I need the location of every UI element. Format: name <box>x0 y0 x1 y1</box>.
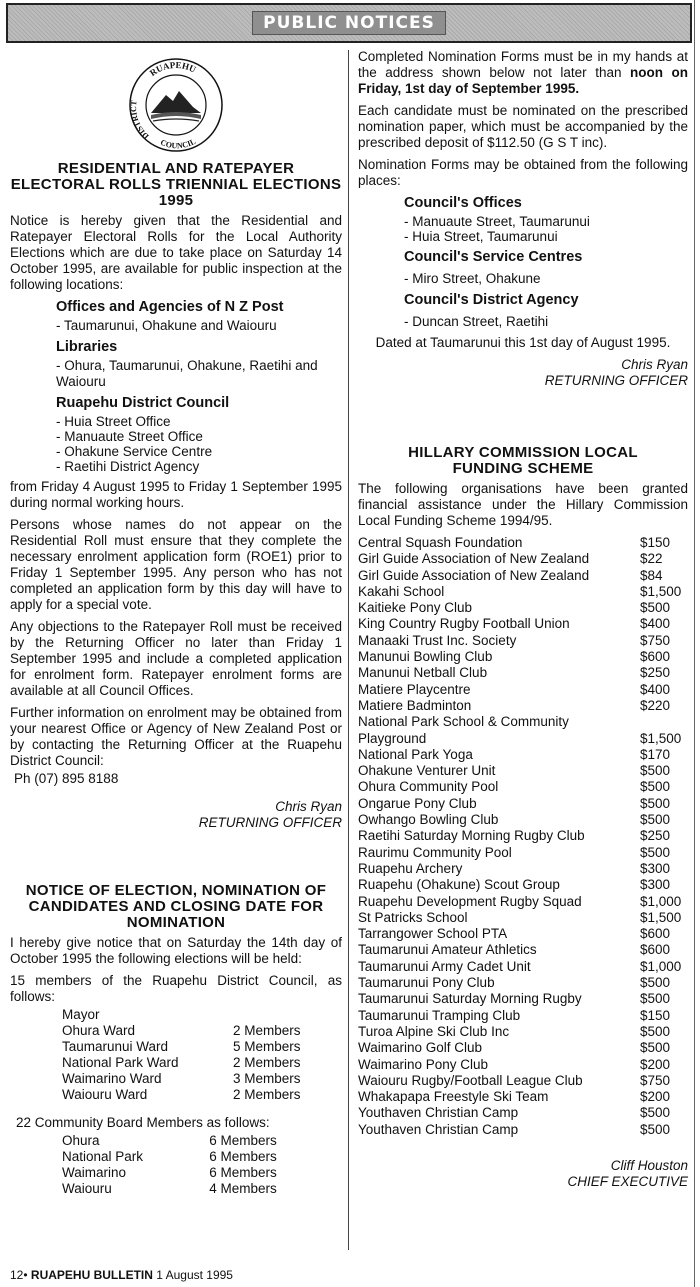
grant-amount: $200 <box>640 1056 671 1072</box>
organisation-name: Matiere Badminton <box>358 697 472 713</box>
ward-members <box>233 1007 332 1023</box>
grant-amount: $1,000 <box>640 958 682 974</box>
logo-text-left: DISTRICT <box>128 99 151 141</box>
grant-amount: $500 <box>640 975 671 991</box>
grant-amount: $500 <box>640 763 671 779</box>
organisation-name: Taumarunui Amateur Athletics <box>358 942 537 958</box>
grant-amount: $250 <box>640 828 671 844</box>
table-row <box>62 1181 332 1197</box>
grant-amount: $500 <box>640 795 671 811</box>
grant-amount: $150 <box>640 1007 671 1023</box>
table-row <box>358 1057 688 1073</box>
table-row <box>358 1073 688 1089</box>
ward-name: Waiouru Ward <box>62 1087 148 1102</box>
ward-members: 5 Members <box>232 1039 301 1054</box>
signature-name: Chris Ryan <box>275 799 342 814</box>
ward-members: 3 Members <box>232 1071 301 1086</box>
grant-amount: $500 <box>640 1121 671 1137</box>
phone-number: Ph (07) 895 8188 <box>14 771 119 786</box>
table-row <box>62 1071 332 1087</box>
hillary-title: HILLARY COMMISSION LOCAL FUNDING SCHEME <box>408 444 638 477</box>
table-row <box>358 698 688 714</box>
organisation-name: Taumarunui Pony Club <box>358 975 495 991</box>
grant-amount: $500 <box>640 1105 671 1121</box>
table-row <box>358 1105 688 1121</box>
notice1-intro: Notice is hereby given that the Residential and Ratepayer Electoral Rolls for the Local Authority Elections which are due to take place on Saturday 14 October 1995, are available for public inspection at the following locations: <box>10 213 342 292</box>
ward-members: 2 Members <box>232 1087 301 1102</box>
table-row <box>358 959 688 975</box>
page-number: 12 <box>10 1268 24 1282</box>
table-row <box>358 910 688 926</box>
table-row <box>358 877 688 893</box>
logo-text-top: RUAPEHU <box>147 59 198 79</box>
organisation-name: Youthaven Christian Camp <box>358 1105 519 1121</box>
banner-title: PUBLIC NOTICES <box>252 11 446 35</box>
ward-name: Ohura Ward <box>62 1023 136 1038</box>
organisation-name: Central Squash Foundation <box>358 535 523 550</box>
signature-name: Cliff Houston <box>610 1157 688 1173</box>
notice1-persons: Persons whose names do not appear on the Residential Roll must ensure that they complete the necessary enrolment application form (ROE1) prior to Friday 1 September 1995. Any person who has not completed an application form by this day will have to apply for a special vote. <box>10 517 342 612</box>
grant-amount: $1,500 <box>640 909 682 925</box>
board-name: Waiouru <box>62 1181 112 1196</box>
table-row <box>358 861 688 877</box>
organisation-name: Manunui Bowling Club <box>358 649 493 665</box>
community-board-intro: 22 Community Board Members as follows: <box>16 1115 270 1130</box>
grant-amount: $600 <box>640 942 671 958</box>
right-column <box>358 5 688 1190</box>
table-row <box>358 649 688 665</box>
table-row <box>358 894 688 910</box>
table-row <box>62 1133 332 1149</box>
table-row <box>358 975 688 991</box>
grant-amount: $750 <box>640 1072 671 1088</box>
organisation-name: Raurimu Community Pool <box>358 844 512 860</box>
organisation-name: King Country Rugby Football Union <box>358 616 570 632</box>
organisation-name: Raetihi Saturday Morning Rugby Club <box>358 828 585 844</box>
table-row <box>358 845 688 861</box>
organisation-name: Whakapapa Freestyle Ski Team <box>358 1089 549 1105</box>
location-heading: Libraries <box>56 339 118 355</box>
organisation-name: Taumarunui Army Cadet Unit <box>358 958 531 974</box>
nomination-deadline-text <box>358 49 688 97</box>
table-row <box>358 1122 688 1138</box>
location-text: - Ohura, Taumarunui, Ohakune, Raetihi and Waiouru <box>56 358 318 389</box>
organisation-name: Kaitieke Pony Club <box>358 600 473 616</box>
ward-members: 2 Members <box>232 1055 301 1070</box>
organisation-name: Manunui Netball Club <box>358 665 488 681</box>
organisation-name: St Patricks School <box>358 909 468 925</box>
bullet-icon: • <box>23 1268 28 1282</box>
grant-amount: $500 <box>640 812 671 828</box>
grant-amount: $750 <box>640 632 671 648</box>
organisation-name: Kakahi School <box>358 583 445 599</box>
signature-title: RETURNING OFFICER <box>198 815 342 830</box>
grant-amount: $200 <box>640 1089 671 1105</box>
organisation-name: Owhango Bowling Club <box>358 812 499 828</box>
list-item: - Raetihi District Agency <box>56 459 200 474</box>
table-row <box>62 1087 332 1103</box>
notice1-dates: from Friday 4 August 1995 to Friday 1 September 1995 during normal working hours. <box>10 479 342 510</box>
district-agency-heading: Council's District Agency <box>404 292 579 308</box>
service-centres-heading: Council's Service Centres <box>404 249 583 265</box>
ward-name: National Park Ward <box>62 1055 179 1070</box>
forms-places-text: Nomination Forms may be obtained from the following places: <box>358 157 688 188</box>
table-row <box>358 568 688 584</box>
grant-amount: $600 <box>640 649 671 665</box>
ward-name: Taumarunui Ward <box>62 1039 169 1054</box>
grant-amount: $500 <box>640 779 671 795</box>
ward-members-table <box>62 1007 332 1103</box>
deadline-text: noon on Friday, 1st day of September 1995. <box>358 65 688 96</box>
table-row <box>62 1055 332 1071</box>
organisation-name: Waimarino Pony Club <box>358 1056 489 1072</box>
organisation-name: Waimarino Golf Club <box>358 1040 483 1056</box>
grant-amount: $1,000 <box>640 893 682 909</box>
organisation-name: National Park School & Community Playground <box>358 714 569 746</box>
table-row <box>62 1149 332 1165</box>
board-members: 6 Members <box>209 1149 277 1164</box>
grant-amount: $500 <box>640 1040 671 1056</box>
list-item: - Manuaute Street Office <box>56 429 203 444</box>
list-item: - Duncan Street, Raetihi <box>404 314 549 329</box>
table-row <box>358 926 688 942</box>
grant-amount: $300 <box>640 877 671 893</box>
service-centres-list <box>404 271 688 286</box>
organisation-name: Ruapehu Archery <box>358 860 463 876</box>
table-row <box>358 616 688 632</box>
table-row <box>358 633 688 649</box>
table-row <box>358 682 688 698</box>
notice1-further-info: Further information on enrolment may be obtained from your nearest Office or Agency of New Zealand Post or by contacting the Returning Officer at the Ruapehu District Council: <box>10 705 342 768</box>
organisation-name: Ruapehu Development Rugby Squad <box>358 893 582 909</box>
table-row <box>358 1024 688 1040</box>
organisation-name: Manaaki Trust Inc. Society <box>358 632 517 648</box>
publication-name: RUAPEHU BULLETIN <box>30 1268 153 1282</box>
table-row <box>358 942 688 958</box>
table-row <box>358 763 688 779</box>
grant-amount: $150 <box>640 535 671 550</box>
table-row <box>358 796 688 812</box>
council-members-intro: 15 members of the Ruapehu District Council, as follows: <box>10 973 342 1004</box>
table-row <box>358 600 688 616</box>
organisation-name: Tarrangower School PTA <box>358 926 508 942</box>
location-heading: Ruapehu District Council <box>56 395 230 411</box>
table-row <box>62 1023 332 1039</box>
table-row <box>358 812 688 828</box>
table-row <box>358 1040 688 1056</box>
table-row <box>358 779 688 795</box>
hillary-intro: The following organisations have been granted financial assistance under the Hillary Commission Local Funding Scheme 1994/95. <box>358 481 688 528</box>
left-column <box>10 55 342 1197</box>
ward-name: Waimarino Ward <box>62 1071 162 1086</box>
grant-amount: $500 <box>640 844 671 860</box>
grant-amount: $500 <box>640 991 671 1007</box>
organisation-name: Matiere Playcentre <box>358 681 471 697</box>
grant-amount: $22 <box>640 551 663 567</box>
table-row <box>358 991 688 1007</box>
board-name: Ohura <box>62 1133 100 1148</box>
organisation-name: Taumarunui Saturday Morning Rugby <box>358 991 582 1007</box>
deposit-text: Each candidate must be nominated on the prescribed nomination paper, which must be accompanied by the prescribed deposit of $112.50 (G S T inc). <box>358 103 688 150</box>
board-members: 6 Members <box>209 1133 277 1148</box>
community-board-table <box>62 1133 332 1197</box>
list-item: - Manuaute Street, Taumarunui <box>404 214 590 229</box>
signature-title: RETURNING OFFICER <box>544 373 688 388</box>
ruapehu-district-council-logo <box>121 55 231 155</box>
grant-amount: $300 <box>640 860 671 876</box>
table-row <box>358 1089 688 1105</box>
completed-forms-text: Completed Nomination Forms must be in my hands at the address shown below not later than <box>358 49 688 80</box>
page-footer <box>10 1268 233 1282</box>
grant-amount: $400 <box>640 681 671 697</box>
table-row <box>358 1008 688 1024</box>
location-heading: Offices and Agencies of N Z Post <box>56 299 284 315</box>
page-edge-rule <box>694 0 695 1287</box>
logo-text-bottom: COUNCIL <box>159 136 198 151</box>
ward-members: 2 Members <box>232 1023 301 1038</box>
publication-date: 1 August 1995 <box>156 1268 233 1282</box>
organisation-name: Turoa Alpine Ski Club Inc <box>358 1023 510 1039</box>
organisation-name: National Park Yoga <box>358 746 473 762</box>
list-item: - Huia Street Office <box>56 414 171 429</box>
notice1-objections: Any objections to the Ratepayer Roll must be received by the Returning Officer no later than Friday 1 September 1995 and include a completed application for enrolment form. Ratepayer enrolment forms are available at all Council Offices. <box>10 619 342 698</box>
council-offices-heading: Council's Offices <box>404 195 522 211</box>
notice2-title: NOTICE OF ELECTION, NOMINATION OF CANDIDATES AND CLOSING DATE FOR NOMINATION <box>25 882 327 931</box>
table-row <box>358 535 688 551</box>
organisation-name: Girl Guide Association of New Zealand <box>358 567 590 583</box>
grant-amount: $84 <box>640 567 663 583</box>
grant-amount: $500 <box>640 600 671 616</box>
grant-amount: $250 <box>640 665 671 681</box>
organisation-name: Ohura Community Pool <box>358 779 499 795</box>
table-row <box>358 665 688 681</box>
district-agency-list <box>404 314 688 329</box>
grant-amount: $1,500 <box>640 583 682 599</box>
table-row <box>358 828 688 844</box>
organisation-name: Ohakune Venturer Unit <box>358 763 496 779</box>
grant-amount: $170 <box>640 746 671 762</box>
location-text: - Taumarunui, Ohakune and Waiouru <box>56 318 277 333</box>
table-row <box>358 551 688 567</box>
board-members: 4 Members <box>209 1181 277 1196</box>
council-offices-list <box>404 214 688 244</box>
table-row <box>358 584 688 600</box>
dated-text: Dated at Taumarunui this 1st day of August 1995. <box>375 335 671 350</box>
signature-title: CHIEF EXECUTIVE <box>567 1173 688 1189</box>
organisation-name: Youthaven Christian Camp <box>358 1121 519 1137</box>
organisation-name: Ruapehu (Ohakune) Scout Group <box>358 877 560 893</box>
table-row <box>62 1165 332 1181</box>
list-item: - Ohakune Service Centre <box>56 444 213 459</box>
board-members: 6 Members <box>209 1165 277 1180</box>
grant-amount: $1,500 <box>640 730 682 746</box>
list-item: - Miro Street, Ohakune <box>404 271 541 286</box>
grant-amount: $500 <box>640 1023 671 1039</box>
board-name: Waimarino <box>62 1165 127 1180</box>
organisation-name: Taumarunui Tramping Club <box>358 1007 521 1023</box>
organisation-name: Girl Guide Association of New Zealand <box>358 551 590 567</box>
board-name: National Park <box>62 1149 144 1164</box>
list-item: - Huia Street, Taumarunui <box>404 229 558 244</box>
ward-name: Mayor <box>62 1007 100 1022</box>
column-divider <box>348 50 349 1250</box>
organisation-name: Ongarue Pony Club <box>358 795 477 811</box>
signature-name: Chris Ryan <box>621 357 688 372</box>
organisation-name: Waiouru Rugby/Football League Club <box>358 1072 583 1088</box>
grant-amount: $400 <box>640 616 671 632</box>
table-row <box>358 714 688 747</box>
notice2-intro: I hereby give notice that on Saturday the 14th day of October 1995 the following elections will be held: <box>10 935 342 966</box>
council-office-list <box>56 414 342 474</box>
grant-amount: $600 <box>640 926 671 942</box>
funding-table <box>358 535 688 1138</box>
table-row <box>62 1039 332 1055</box>
grant-amount: $220 <box>640 697 671 713</box>
table-row <box>358 747 688 763</box>
notice1-title: RESIDENTIAL AND RATEPAYER ELECTORAL ROLLS TRIENNIAL ELECTIONS 1995 <box>10 160 342 209</box>
table-row <box>62 1007 332 1023</box>
